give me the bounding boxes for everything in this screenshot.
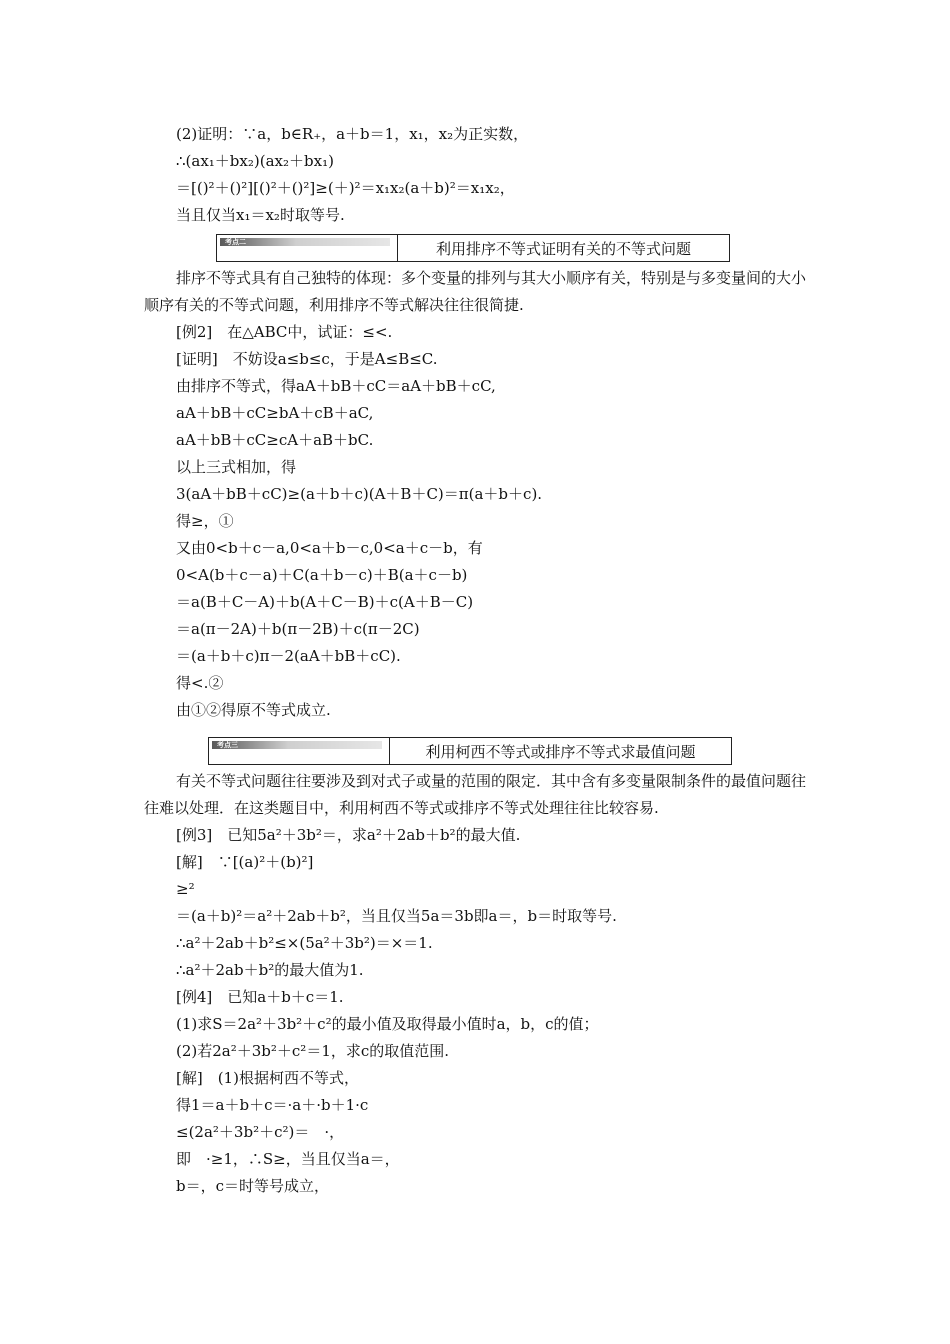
text-line: ＝(a＋b＋c)π－2(aA＋bB＋cC). [176,647,401,665]
text-line: 得≥，① [176,512,234,530]
text-line: [例3] 已知5a²＋3b²＝，求a²＋2ab＋b²的最大值. [176,826,521,844]
text-line: 得<.② [176,674,224,692]
text-line: 当且仅当x₁＝x₂时取等号. [176,206,345,224]
section-tag: 考点二 [225,238,246,246]
text-line: 得1＝a＋b＋c＝·a＋·b＋1·c [176,1096,369,1114]
text-line: ∴a²＋2ab＋b²的最大值为1. [176,961,364,979]
text-line: 由排序不等式，得aA＋bB＋cC＝aA＋bB＋cC, [176,377,496,395]
section-tag: 考点三 [217,741,238,749]
text-line: 由①②得原不等式成立. [176,701,331,719]
section-intro: 排序不等式具有自己独特的体现：多个变量的排列与其大小顺序有关，特别是与多变量间的大小顺序有关的不等式问题，利用排序不等式解决往往很简捷. [144,269,807,314]
section-title: 利用柯西不等式或排序不等式求最值问题 [425,742,696,761]
text-line: (1)求S＝2a²＋3b²＋c²的最小值及取得最小值时a，b，c的值； [176,1015,599,1033]
text-line: 即 ·≥1，∴S≥，当且仅当a＝， [176,1150,400,1168]
text-line: ＝(a＋b)²＝a²＋2ab＋b²，当且仅当5a＝3b即a＝，b＝时取等号. [176,907,617,925]
text-line: (2)若2a²＋3b²＋c²＝1，求c的取值范围. [176,1042,450,1060]
section-header-box [216,234,730,262]
section-tag-cell [217,235,398,261]
text-line: [证明] 不妨设a≤b≤c，于是A≤B≤C. [176,350,438,368]
text-line: [例4] 已知a＋b＋c＝1. [176,988,344,1006]
text-line: [解] (1)根据柯西不等式， [176,1069,359,1087]
text-line: ＝a(B＋C－A)＋b(A＋C－B)＋c(A＋B－C) [176,593,474,611]
text-line: 以上三式相加，得 [176,458,297,476]
text-line: ＝a(π－2A)＋b(π－2B)＋c(π－2C) [176,620,420,638]
section-intro: 有关不等式问题往往要涉及到对式子或量的范围的限定．其中含有多变量限制条件的最值问题往往难以处理．在这类题目中，利用柯西不等式或排序不等式处理往往比较容易. [144,772,807,817]
text-line: ∴(ax₁＋bx₂)(ax₂＋bx₁) [176,152,334,170]
text-line: [解] ∵[(a)²＋(b)²] [176,853,314,871]
text-line: [例2] 在△ABC中，试证：≤<. [176,323,393,341]
text-line: 又由0<b＋c－a,0<a＋b－c,0<a＋c－b，有 [176,539,483,557]
text-line: aA＋bB＋cC≥bA＋cB＋aC, [176,404,374,422]
text-line: ≥² [176,880,195,898]
text-line: ≤(2a²＋3b²＋c²)＝ ·， [176,1123,345,1141]
text-line: ＝[()²＋()²][()²＋()²]≥(＋)²＝x₁x₂(a＋b)²＝x₁x₂， [176,179,515,197]
section-header-box [208,737,732,765]
text-line: b＝，c＝时等号成立， [176,1177,330,1195]
text-line: (2)证明：∵a，b∈R₊，a＋b＝1，x₁，x₂为正实数， [176,125,529,143]
text-line: 0<A(b＋c－a)＋C(a＋b－c)＋B(a＋c－b) [176,566,468,584]
text-line: 3(aA＋bB＋cC)≥(a＋b＋c)(A＋B＋C)＝π(a＋b＋c). [176,485,543,503]
section-tag-cell [209,738,390,764]
section-title: 利用排序不等式证明有关的不等式问题 [435,239,691,258]
text-line: ∴a²＋2ab＋b²≤×(5a²＋3b²)＝×＝1. [176,934,433,952]
text-line: aA＋bB＋cC≥cA＋aB＋bC. [176,431,374,449]
